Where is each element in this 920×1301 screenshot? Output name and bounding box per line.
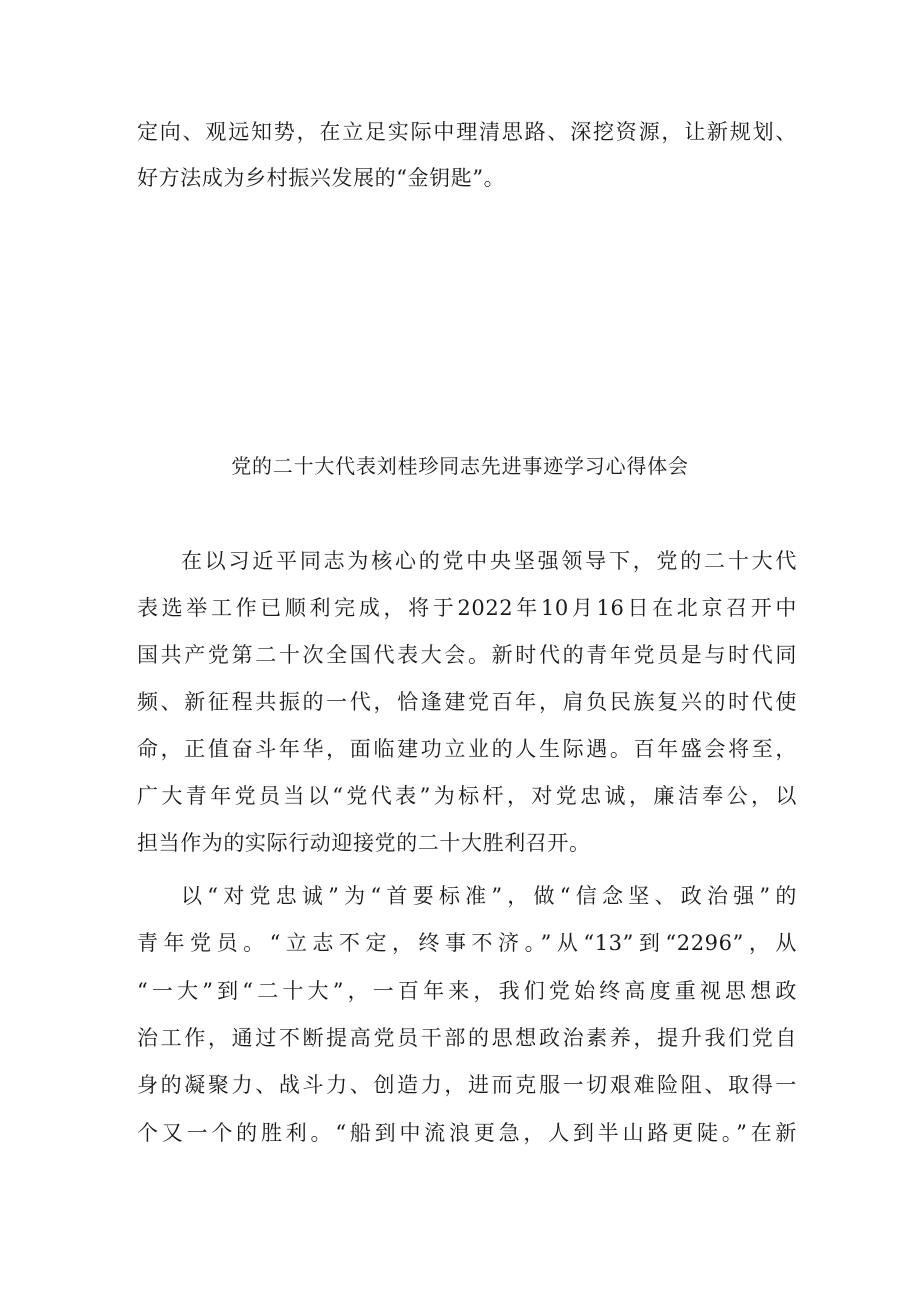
- paragraph-line: 治工作，通过不断提高党员干部的思想政治素养，提升我们党自: [137, 1026, 797, 1050]
- article-title: 党的二十大代表刘桂珍同志先进事迹学习心得体会: [231, 454, 689, 478]
- paragraph-line: 频、新征程共振的一代，恰逢建党百年，肩负民族复兴的时代使: [137, 690, 797, 714]
- paragraph-line: 命，正值奋斗年华，面临建功立业的人生际遇。百年盛会将至，: [137, 737, 797, 761]
- paragraph-line: 以“对党忠诚”为“首要标准”，做“信念坚、政治强”的: [181, 884, 797, 908]
- paragraph-line: “一大”到“二十大”，一百年来，我们党始终高度重视思想政: [137, 979, 797, 1003]
- paragraph-line: 在以习近平同志为核心的党中央坚强领导下，党的二十大代: [181, 549, 797, 573]
- paragraph-line: 广大青年党员当以“党代表”为标杆，对党忠诚，廉洁奉公，以: [137, 784, 797, 808]
- paragraph-line: 青年党员。“立志不定，终事不济。”从“13”到“2296”，从: [137, 931, 797, 955]
- continuation-line: 定向、观远知势，在立足实际中理清思路、深挖资源，让新规划、: [137, 120, 797, 144]
- paragraph-line: 国共产党第二十次全国代表大会。新时代的青年党员是与时代同: [137, 643, 797, 667]
- paragraph-line: 表选举工作已顺利完成，将于2022年10月16日在北京召开中: [137, 596, 797, 620]
- paragraph-line: 身的凝聚力、战斗力、创造力，进而克服一切艰难险阻、取得一: [137, 1073, 797, 1097]
- paragraph-line: 个又一个的胜利。“船到中流浪更急，人到半山路更陡。”在新: [137, 1121, 797, 1145]
- continuation-line: 好方法成为乡村振兴发展的“金钥匙”。: [137, 166, 506, 190]
- paragraph-line: 担当作为的实际行动迎接党的二十大胜利召开。: [137, 831, 591, 855]
